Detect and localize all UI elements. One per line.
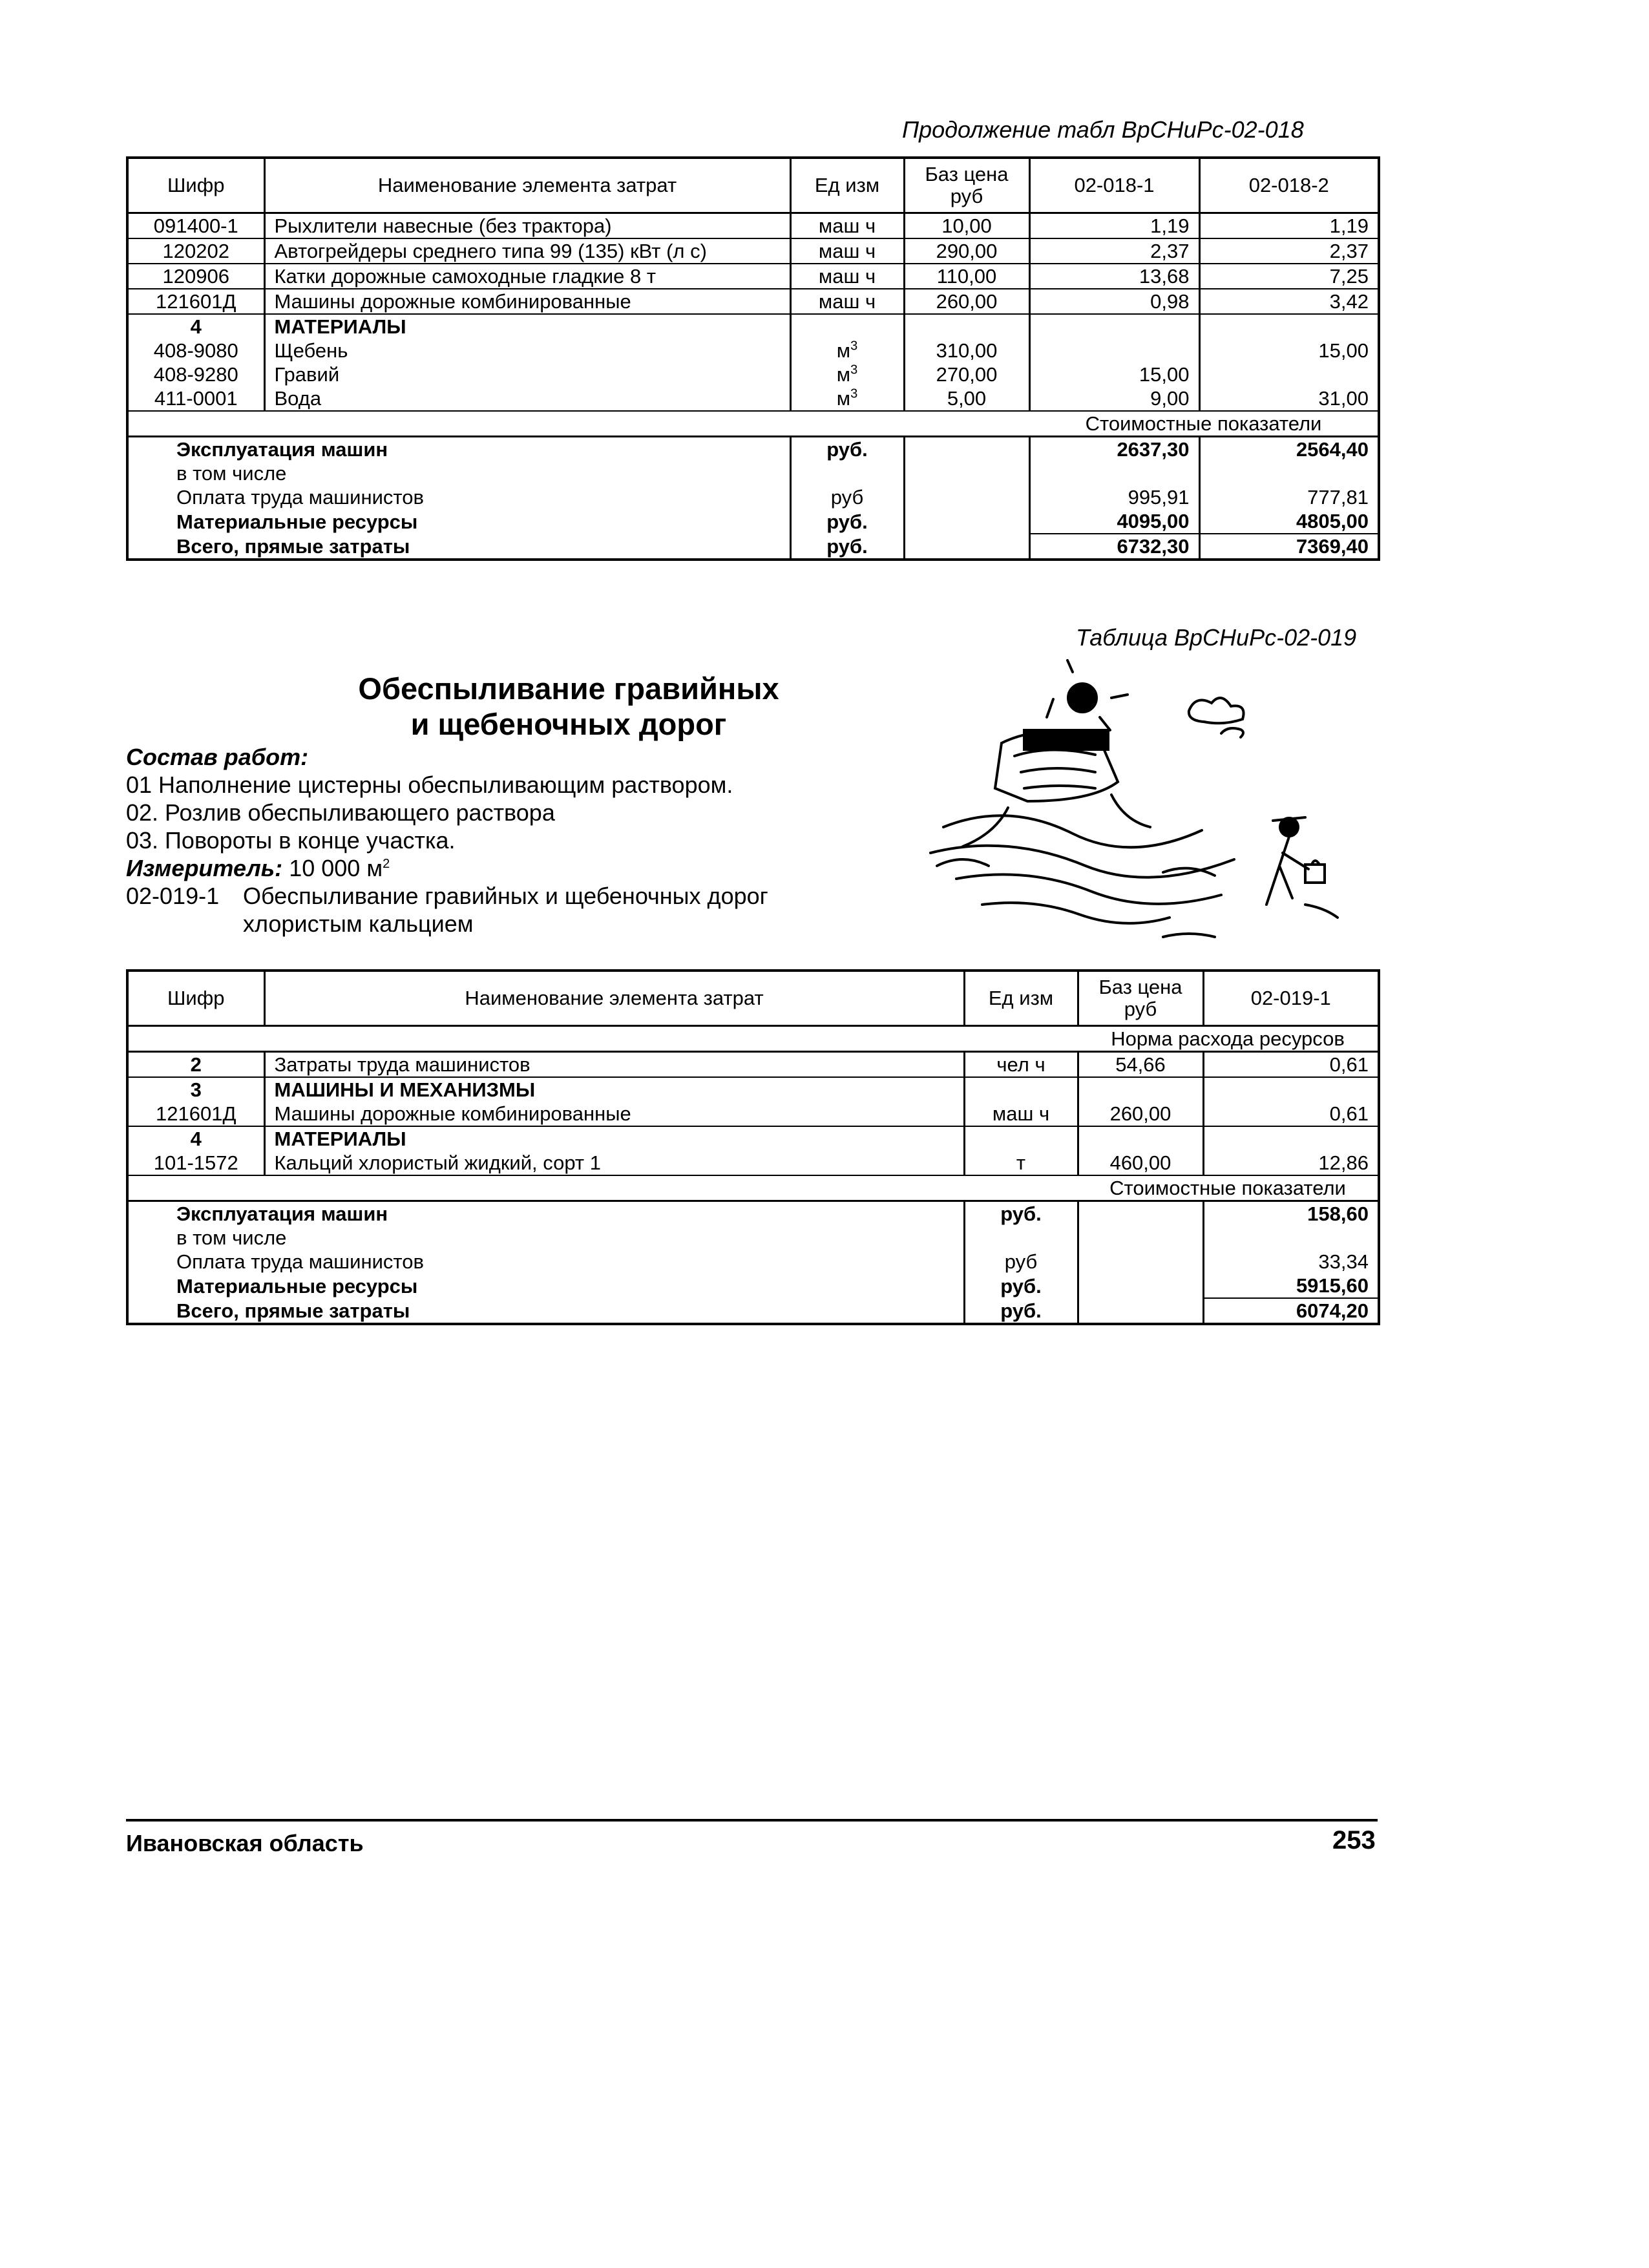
section-row-materials — [127, 314, 1379, 339]
row-price: 260,00 — [904, 289, 1029, 314]
section-code: 4 — [190, 1128, 202, 1150]
row-value-1: 15,00 — [1029, 362, 1199, 386]
header-col-1: 02-019-1 — [1203, 971, 1379, 1026]
table-caption: Таблица ВрСНиРс-02-019 — [1076, 624, 1357, 651]
section-name: МАТЕРИАЛЫ — [264, 1126, 964, 1151]
row-unit: маш ч — [964, 1102, 1078, 1126]
row-value-2: 7,25 — [1199, 264, 1379, 289]
row-value-2: 15,00 — [1199, 339, 1379, 362]
row-code: 408-9280 — [153, 363, 238, 386]
summary-label: Всего, прямые затраты — [176, 1299, 410, 1322]
resource-table-02-018 — [126, 156, 1380, 561]
row-value-1: 12,86 — [1203, 1151, 1379, 1175]
section-title-line-2: и щебеночных дорог — [410, 707, 727, 741]
row-value-2: 2,37 — [1199, 238, 1379, 264]
row-name: Щебень — [264, 339, 790, 362]
item-code: 02-019-1 — [126, 883, 220, 909]
summary-value-1: 4095,00 — [1029, 509, 1199, 534]
row-unit: т — [964, 1151, 1078, 1175]
norm-header-row — [127, 1026, 1379, 1052]
row-value-2 — [1199, 362, 1379, 386]
row-value-2: 1,19 — [1199, 213, 1379, 239]
row-price: 10,00 — [904, 213, 1029, 239]
summary-row — [127, 1298, 1379, 1324]
row-value-1: 13,68 — [1029, 264, 1199, 289]
summary-unit: руб. — [964, 1298, 1078, 1324]
item-desc-line-1: Обеспыливание гравийных и щебеночных дорог — [243, 883, 768, 909]
row-name: Затраты труда машинистов — [264, 1052, 964, 1078]
summary-label: Материальные ресурсы — [176, 1274, 418, 1297]
cost-header-row — [127, 1175, 1379, 1201]
summary-label: Эксплуатация машин — [176, 438, 388, 461]
summary-value-1: 158,60 — [1203, 1201, 1379, 1226]
summary-row — [127, 461, 1379, 485]
summary-value-2: 777,81 — [1199, 485, 1379, 509]
summary-value-1: 2637,30 — [1029, 437, 1199, 462]
table-row — [127, 1151, 1379, 1175]
measure-sup: 2 — [383, 857, 390, 871]
summary-label: Материальные ресурсы — [176, 510, 418, 533]
section-name: МАШИНЫ И МЕХАНИЗМЫ — [264, 1077, 964, 1102]
summary-unit — [790, 461, 904, 485]
row-unit: $м^3$ — [790, 339, 904, 362]
row-price: 5,00 — [904, 386, 1029, 411]
summary-label: в том числе — [176, 462, 287, 485]
row-value-2: 3,42 — [1199, 289, 1379, 314]
row-name: Рыхлители навесные (без трактора) — [264, 213, 790, 239]
row-code: 120202 — [127, 238, 264, 264]
header-col-2: 02-018-2 — [1199, 158, 1379, 213]
row-name: Катки дорожные самоходные гладкие 8 т — [264, 264, 790, 289]
work-label: Состав работ: — [126, 744, 309, 770]
row-code: 121601Д — [127, 1102, 264, 1126]
row-unit: $м^3$ — [790, 386, 904, 411]
measure-label: Измеритель: — [126, 855, 283, 881]
row-price: 54,66 — [1078, 1052, 1203, 1078]
work-item: 01 Наполнение цистерны обеспыливающим раствором. — [126, 772, 733, 798]
header-unit: Ед изм — [964, 971, 1078, 1026]
summary-label: Оплата труда машинистов — [176, 1250, 424, 1273]
summary-value-1 — [1029, 461, 1199, 485]
table-header-row — [127, 971, 1379, 1026]
table-row — [127, 289, 1379, 314]
header-code: Шифр — [127, 971, 264, 1026]
summary-row — [127, 1201, 1379, 1226]
row-price: 290,00 — [904, 238, 1029, 264]
continuation-caption: Продолжение табл ВрСНиРс-02-018 — [902, 116, 1304, 143]
row-value-1: 0,61 — [1203, 1052, 1379, 1078]
header-name: Наименование элемента затрат — [264, 158, 790, 213]
row-value-1: 2,37 — [1029, 238, 1199, 264]
summary-row — [127, 534, 1379, 560]
table-row — [127, 362, 1379, 386]
summary-value-1: 6074,20 — [1203, 1298, 1379, 1324]
row-code: 121601Д — [127, 289, 264, 314]
row-name: Вода — [264, 386, 790, 411]
summary-value-1: 6732,30 — [1029, 534, 1199, 560]
section-name: МАТЕРИАЛЫ — [264, 314, 790, 339]
summary-unit: руб. — [790, 509, 904, 534]
summary-row — [127, 437, 1379, 462]
row-price: 460,00 — [1078, 1151, 1203, 1175]
work-item: 02. Розлив обеспыливающего раствора — [126, 799, 555, 826]
summary-value-2 — [1199, 461, 1379, 485]
summary-label: в том числе — [176, 1226, 287, 1249]
summary-row — [127, 1250, 1379, 1274]
summary-unit: руб — [790, 485, 904, 509]
row-price: 110,00 — [904, 264, 1029, 289]
row-code: 101-1572 — [127, 1151, 264, 1175]
summary-unit: руб. — [964, 1201, 1078, 1226]
row-value-1 — [1029, 339, 1199, 362]
header-code: Шифр — [127, 158, 264, 213]
row-unit: маш ч — [790, 238, 904, 264]
row-price: 260,00 — [1078, 1102, 1203, 1126]
summary-value-1 — [1203, 1226, 1379, 1250]
row-name: Кальций хлористый жидкий, сорт 1 — [264, 1151, 964, 1175]
row-code: 091400-1 — [127, 213, 264, 239]
summary-value-2: 4805,00 — [1199, 509, 1379, 534]
header-price: Баз цена руб — [904, 158, 1029, 213]
section-title — [278, 671, 859, 742]
row-unit: $м^3$ — [790, 362, 904, 386]
section-row-materials — [127, 1126, 1379, 1151]
row-code: 2 — [127, 1052, 264, 1078]
row-value-1: 0,98 — [1029, 289, 1199, 314]
row-unit: маш ч — [790, 264, 904, 289]
summary-value-1: 5915,60 — [1203, 1274, 1379, 1298]
row-code: 120906 — [127, 264, 264, 289]
header-unit: Ед изм — [790, 158, 904, 213]
measure — [126, 854, 390, 882]
row-name: Машины дорожные комбинированные — [264, 1102, 964, 1126]
row-name: Автогрейдеры среднего типа 99 (135) кВт (л с) — [264, 238, 790, 264]
row-value-2: 31,00 — [1199, 386, 1379, 411]
table-row — [127, 339, 1379, 362]
header-col-1: 02-018-1 — [1029, 158, 1199, 213]
row-price: 310,00 — [904, 339, 1029, 362]
row-code: 408-9080 — [153, 339, 238, 362]
cost-header: Стоимостные показатели — [1029, 411, 1379, 437]
row-unit: чел ч — [964, 1052, 1078, 1078]
row-price: 270,00 — [904, 362, 1029, 386]
page-number: 253 — [1332, 1826, 1376, 1854]
table-row — [127, 264, 1379, 289]
section-code: 3 — [190, 1078, 202, 1101]
header-price: Баз цена руб — [1078, 971, 1203, 1026]
row-name: Гравий — [264, 362, 790, 386]
summary-label: Всего, прямые затраты — [176, 534, 410, 558]
row-code: 411-0001 — [127, 386, 264, 411]
measure-value: 10 000 м — [289, 855, 383, 881]
section-row-machines — [127, 1077, 1379, 1102]
resource-table-02-019 — [126, 969, 1380, 1325]
table-header-row — [127, 158, 1379, 213]
summary-unit: руб. — [790, 534, 904, 560]
row-name: Машины дорожные комбинированные — [264, 289, 790, 314]
summary-row — [127, 1274, 1379, 1298]
cost-header-row — [127, 411, 1379, 437]
summary-unit: руб. — [790, 437, 904, 462]
road-machine-illustration — [918, 659, 1370, 963]
row-unit: маш ч — [790, 213, 904, 239]
summary-label: Оплата труда машинистов — [176, 486, 424, 509]
work-item: 03. Повороты в конце участка. — [126, 827, 456, 854]
norm-header: Норма расхода ресурсов — [1078, 1026, 1379, 1052]
section-title-line-1: Обеспыливание гравийных — [358, 671, 779, 706]
table-row — [127, 1102, 1379, 1126]
footer-rule — [126, 1819, 1378, 1822]
summary-unit: руб. — [964, 1274, 1078, 1298]
row-value-1: 1,19 — [1029, 213, 1199, 239]
summary-value-1: 33,34 — [1203, 1250, 1379, 1274]
table-row — [127, 1052, 1379, 1078]
summary-unit — [964, 1226, 1078, 1250]
summary-row — [127, 485, 1379, 509]
table-row — [127, 386, 1379, 411]
row-value-1: 9,00 — [1029, 386, 1199, 411]
item-desc-line-2: хлористым кальцием — [243, 910, 474, 937]
row-unit: маш ч — [790, 289, 904, 314]
summary-row — [127, 1226, 1379, 1250]
summary-label: Эксплуатация машин — [176, 1202, 388, 1225]
table-row — [127, 213, 1379, 239]
summary-row — [127, 509, 1379, 534]
summary-value-2: 7369,40 — [1199, 534, 1379, 560]
table-row — [127, 238, 1379, 264]
header-name: Наименование элемента затрат — [264, 971, 964, 1026]
footer-region: Ивановская область — [126, 1830, 364, 1856]
section-code: 4 — [190, 315, 202, 338]
row-value-1: 0,61 — [1203, 1102, 1379, 1126]
cost-header: Стоимостные показатели — [1078, 1175, 1379, 1201]
summary-unit: руб — [964, 1250, 1078, 1274]
summary-value-1: 995,91 — [1029, 485, 1199, 509]
summary-value-2: 2564,40 — [1199, 437, 1379, 462]
